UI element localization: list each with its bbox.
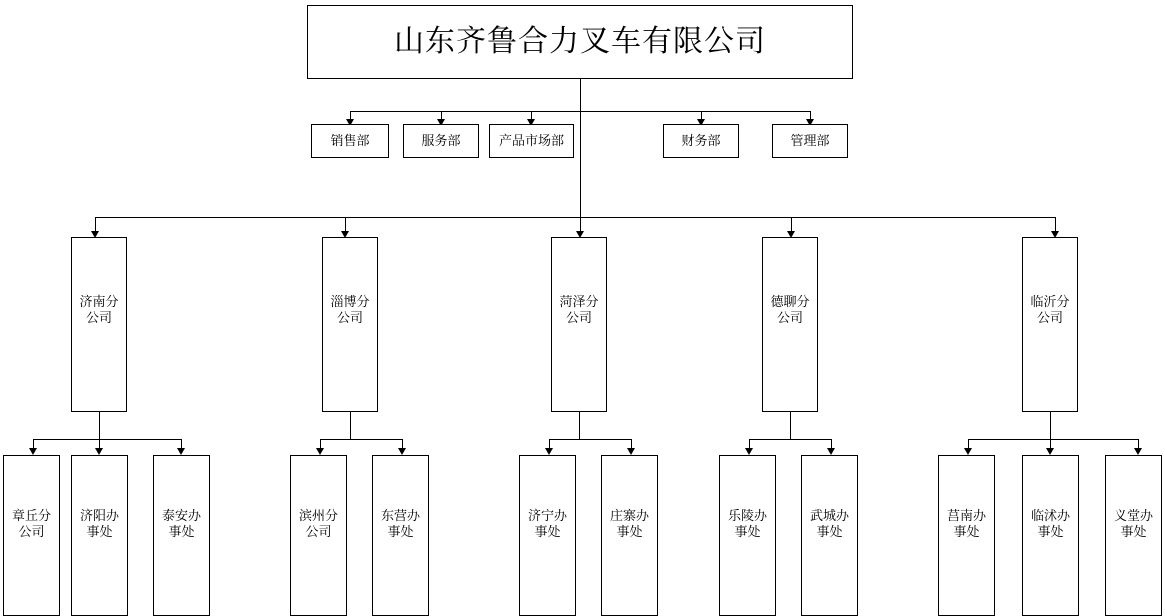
office-label-line2: 事处 <box>534 524 561 540</box>
office-label-line1: 章丘分 <box>11 508 51 523</box>
jinan-office-arrow-2 <box>95 448 103 455</box>
office-label <box>520 508 575 541</box>
linyi-office-bus <box>968 439 1138 440</box>
office-label <box>4 508 59 541</box>
office-label-line1: 滨州分 <box>298 508 338 523</box>
branch-bus-line <box>95 217 1055 218</box>
office-box-dongying <box>372 455 429 616</box>
office-label-line1: 莒南办 <box>946 508 986 523</box>
office-label-line1: 济阳办 <box>79 508 119 523</box>
office-label-line2: 事处 <box>168 524 195 540</box>
office-label <box>72 508 127 541</box>
office-label <box>802 508 857 541</box>
zibo-office-arrow-2 <box>398 448 406 455</box>
branch-label-line2: 公司 <box>776 310 803 326</box>
root-to-branch-stem <box>580 111 581 217</box>
linyi-office-arrow-2 <box>1046 448 1054 455</box>
office-label <box>720 508 775 541</box>
zibo-office-arrow-1 <box>316 448 324 455</box>
office-label-line1: 东营办 <box>380 508 420 523</box>
office-label-line1: 武城办 <box>809 508 849 523</box>
office-label-line1: 义堂办 <box>1113 508 1153 523</box>
branch-box-heze <box>551 237 607 412</box>
office-box-leling <box>719 455 776 616</box>
jinan-stem-line <box>99 412 100 439</box>
department-label: 销售部 <box>330 132 370 148</box>
jinan-office-arrow-1 <box>29 448 37 455</box>
department-box-service <box>403 124 479 158</box>
office-label-line1: 庄寨办 <box>609 508 649 523</box>
branch-box-linyi <box>1022 237 1078 412</box>
jinan-office-bus <box>33 439 181 440</box>
office-label-line2: 事处 <box>387 524 414 540</box>
office-label-line1: 乐陵办 <box>727 508 767 523</box>
branch-label-line1: 德聊分 <box>770 294 810 309</box>
office-box-zhangqiu <box>3 455 60 616</box>
linyi-stem-line <box>1050 412 1051 439</box>
jinan-office-arrow-3 <box>177 448 185 455</box>
department-label: 管理部 <box>790 132 830 148</box>
office-label-line2: 事处 <box>816 524 843 540</box>
office-label <box>373 508 428 541</box>
department-label: 产品市场部 <box>498 132 564 148</box>
office-box-taian <box>153 455 210 616</box>
branch-label <box>1023 294 1077 327</box>
deliao-stem-line <box>790 412 791 439</box>
heze-office-arrow-1 <box>545 448 553 455</box>
branch-label-line1: 菏泽分 <box>559 294 599 309</box>
department-label: 服务部 <box>421 132 461 148</box>
linyi-office-arrow-3 <box>1134 448 1142 455</box>
office-label-line2: 事处 <box>86 524 113 540</box>
deliao-office-arrow-2 <box>827 448 835 455</box>
office-label-line1: 泰安办 <box>161 508 201 523</box>
department-box-product-market <box>489 124 574 158</box>
deliao-office-bus <box>749 439 831 440</box>
branch-label-line1: 临沂分 <box>1030 294 1070 309</box>
linyi-office-arrow-1 <box>964 448 972 455</box>
branch-box-zibo <box>322 237 378 412</box>
office-label <box>939 508 994 541</box>
office-label-line2: 公司 <box>305 524 332 540</box>
office-label-line1: 济宁办 <box>527 508 567 523</box>
branch-box-jinan <box>71 237 127 412</box>
office-box-zhuangzhai <box>601 455 658 616</box>
branch-label-line2: 公司 <box>85 310 112 326</box>
office-label-line1: 临沭办 <box>1030 508 1070 523</box>
department-box-finance <box>663 124 739 158</box>
branch-label-line2: 公司 <box>565 310 592 326</box>
office-label-line2: 事处 <box>616 524 643 540</box>
office-label-line2: 事处 <box>1037 524 1064 540</box>
office-label-line2: 公司 <box>18 524 45 540</box>
zibo-office-bus <box>320 439 402 440</box>
root-company-label: 山东齐鲁合力叉车有限公司 <box>394 25 766 59</box>
branch-label <box>323 294 377 327</box>
branch-label <box>763 294 817 327</box>
office-box-wucheng <box>801 455 858 616</box>
branch-label-line1: 济南分 <box>79 294 119 309</box>
office-box-junan <box>938 455 995 616</box>
branch-label-line1: 淄博分 <box>330 294 370 309</box>
root-stem-line <box>580 79 581 111</box>
office-label-line2: 事处 <box>1120 524 1147 540</box>
branch-label-line2: 公司 <box>1036 310 1063 326</box>
heze-stem-line <box>579 412 580 439</box>
office-box-linshu <box>1022 455 1079 616</box>
office-label <box>291 508 346 541</box>
department-box-sales <box>311 124 389 158</box>
office-label-line2: 事处 <box>953 524 980 540</box>
zibo-stem-line <box>350 412 351 439</box>
office-label-line2: 事处 <box>734 524 761 540</box>
department-box-management <box>772 124 848 158</box>
office-box-yitang <box>1105 455 1162 616</box>
office-label <box>1106 508 1161 541</box>
deliao-office-arrow-1 <box>745 448 753 455</box>
office-box-jiyang <box>71 455 128 616</box>
department-label: 财务部 <box>681 132 721 148</box>
branch-label <box>72 294 126 327</box>
branch-label-line2: 公司 <box>336 310 363 326</box>
heze-office-arrow-2 <box>627 448 635 455</box>
office-box-binzhou <box>290 455 347 616</box>
office-label <box>602 508 657 541</box>
office-label <box>1023 508 1078 541</box>
root-company-box <box>307 5 853 79</box>
branch-label <box>552 294 606 327</box>
office-label <box>154 508 209 541</box>
branch-box-deliao <box>762 237 818 412</box>
office-box-jining <box>519 455 576 616</box>
heze-office-bus <box>549 439 631 440</box>
